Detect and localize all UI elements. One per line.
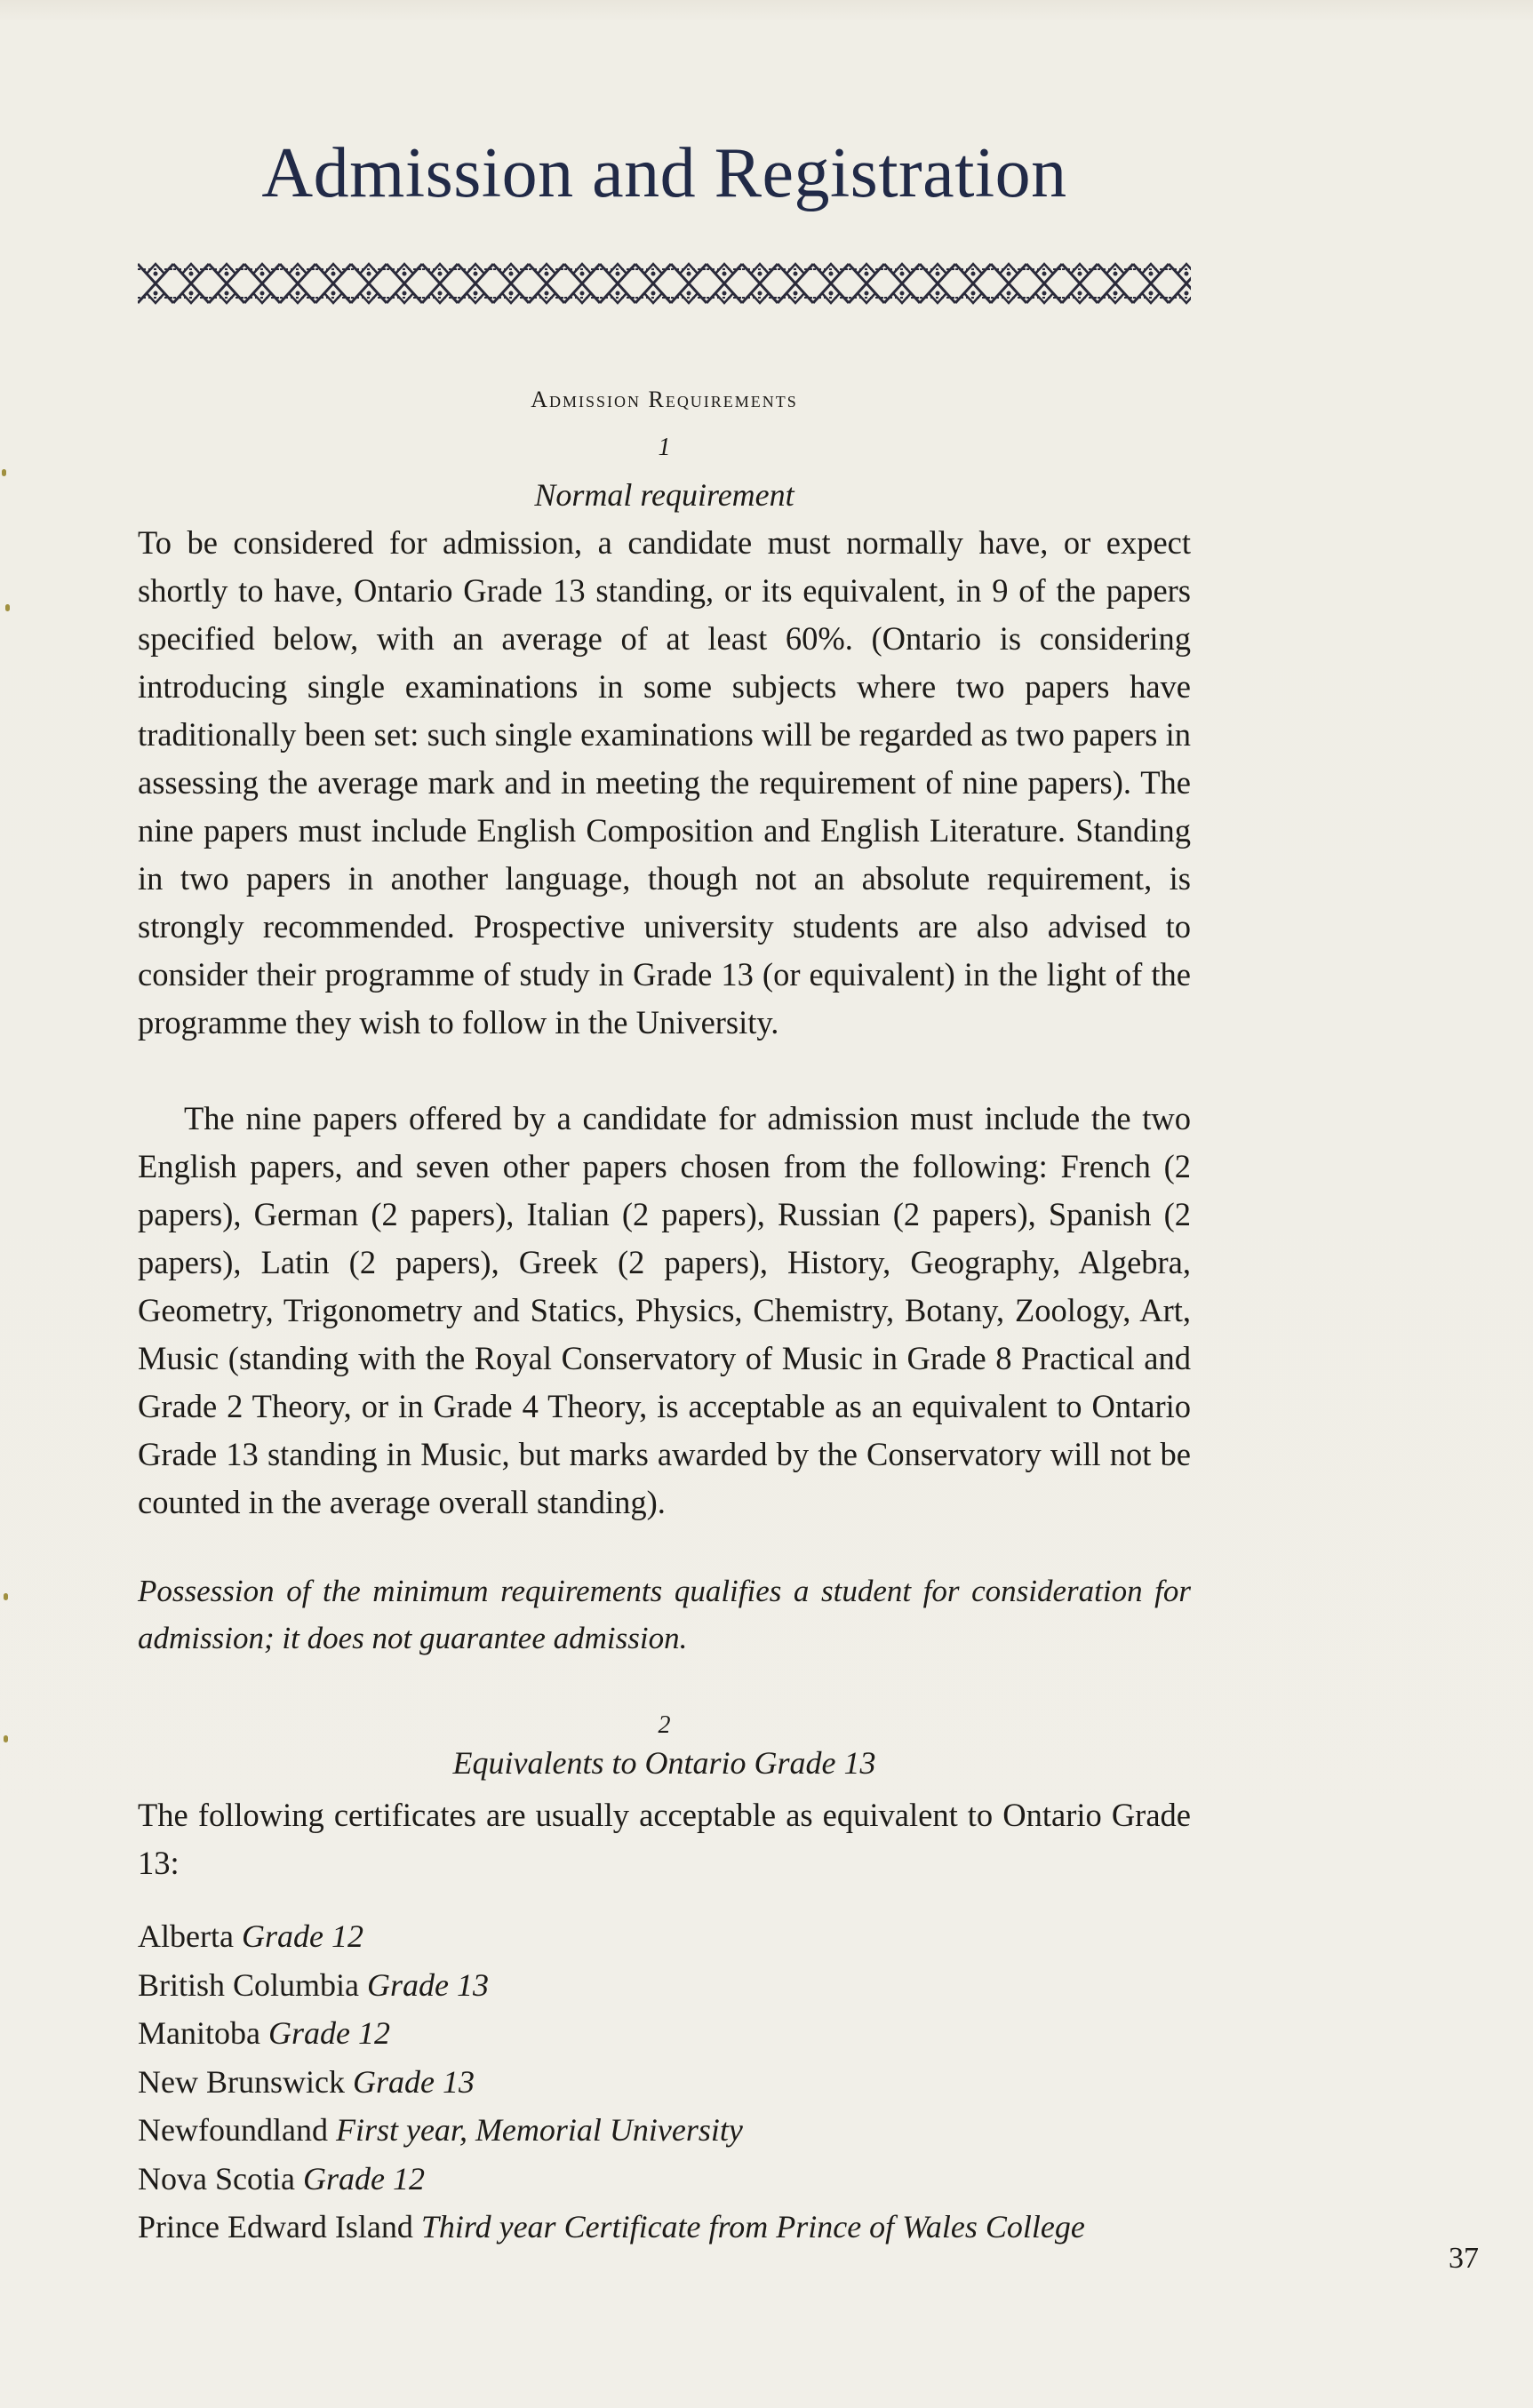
- decorative-border: [138, 260, 1191, 307]
- province-name: New Brunswick: [138, 2063, 345, 2100]
- certificate-name: Grade 12: [302, 2160, 425, 2197]
- certificate-name: Third year Certificate from Prince of Wales College: [420, 2209, 1085, 2245]
- margin-mark: [2, 469, 6, 476]
- certificate-name: Grade 12: [241, 1918, 363, 1954]
- paragraph-equivalents-intro: The following certificates are usually acceptable as equivalent to Ontario Grade 13:: [138, 1797, 1191, 1881]
- section-heading: Admission Requirements: [531, 387, 798, 412]
- province-name: British Columbia: [138, 1966, 360, 2003]
- paragraph-normal-requirement: To be considered for admission, a candidate must normally have, or expect shortly to have, Ontario Grade 13 standing, or its equivalent, in 9 of the papers specified below, with an average of at least 60%. (Ontario is considering introducing single examinations in some subjects where two papers have traditionally been set: such single examinations will be regarded as two papers in assessing the average mark and in meeting the requirement of nine papers). The nine papers must include English Composition and English Literature. Standing in two papers in another language, though not an absolute requirement, is strongly recommended. Prospective university students are also advised to consider their programme of study in Grade 13 (or equivalent) in the light of the programme they wish to follow in the University.: [138, 524, 1191, 1041]
- list-item: [138, 1961, 1191, 2010]
- paragraph-nine-papers: The nine papers offered by a candidate for admission must include the two English papers, and seven other papers chosen from the following: French (2 papers), German (2 papers), Italian (2 papers), Russian (2 papers), Spanish (2 papers), Latin (2 papers), Greek (2 papers), History, Geography, Algebra, Geometry, Trigonometry and Statics, Physics, Chemistry, Botany, Zoology, Art, Music (standing with the Royal Conservatory of Music in Grade 8 Practical and Grade 2 Theory, or in Grade 4 Theory, is acceptable as an equivalent to Ontario Grade 13 standing in Music, but marks awarded by the Conservatory will not be counted in the average overall standing).: [138, 1100, 1191, 1520]
- margin-mark: [4, 1593, 8, 1600]
- list-item: [138, 2155, 1191, 2204]
- subsection-heading: Equivalents to Ontario Grade 13: [452, 1745, 876, 1781]
- province-name: Nova Scotia: [138, 2160, 295, 2197]
- list-item: [138, 2203, 1191, 2252]
- margin-mark: [4, 1735, 8, 1742]
- equivalents-list: [138, 1912, 1191, 2252]
- province-name: Manitoba: [138, 2015, 260, 2051]
- certificate-name: First year, Memorial University: [335, 2112, 743, 2148]
- province-name: Newfoundland: [138, 2112, 328, 2148]
- province-name: Prince Edward Island: [138, 2209, 413, 2245]
- page-title: Admission and Registration: [261, 134, 1067, 212]
- section-number: 1: [658, 434, 671, 461]
- province-name: Alberta: [138, 1918, 234, 1954]
- certificate-name: Grade 12: [267, 2015, 390, 2051]
- list-item: [138, 1912, 1191, 1961]
- certificate-name: Grade 13: [367, 1966, 490, 2003]
- admission-note: Possession of the minimum requirements qualifies a student for consideration for admission; it does not guarantee admission.: [138, 1574, 1191, 1655]
- page-number: 37: [1449, 2242, 1479, 2275]
- list-item: [138, 2106, 1191, 2155]
- list-item: [138, 2009, 1191, 2058]
- list-item: [138, 2058, 1191, 2107]
- certificate-name: Grade 13: [352, 2063, 475, 2100]
- subsection-heading: Normal requirement: [534, 477, 794, 513]
- margin-mark: [5, 604, 10, 611]
- section-number: 2: [658, 1711, 671, 1739]
